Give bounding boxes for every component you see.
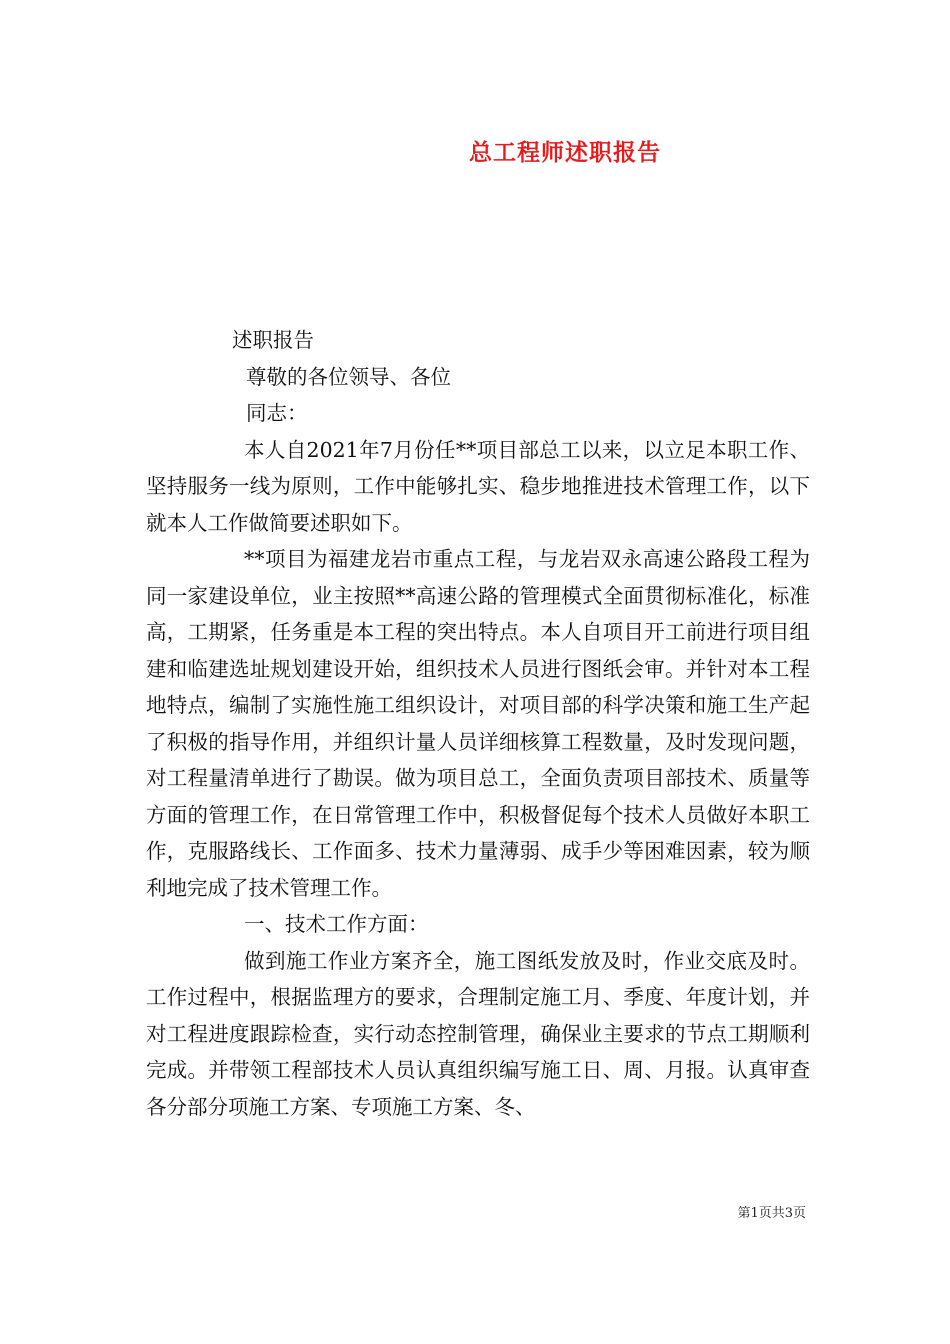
paragraph-technical-work: 做到施工作业方案齐全，施工图纸发放及时，作业交底及时。工作过程中，根据监理方的要求，合理制定施工月、季度、年度计划，并对工程进度跟踪检查，实行动态控制管理，确保业主要求的节点工期顺利完成。并带领工程部技术人员认真组织编写施工日、周、月报。认真审查各分部分项施工方案、专项施工方案、冬、 <box>146 948 810 1119</box>
salutation-line-1: 尊敬的各位领导、各位 <box>246 364 451 389</box>
page-indicator: 第1页共3页 <box>737 1206 806 1221</box>
section-heading-technical: 一、技术工作方面： <box>244 912 429 936</box>
paragraph-intro: 本人自2021年7月份任**项目部总工以来，以立足本职工作、坚持服务一线为原则，工作中能够扎实、稳步地推进技术管理工作，以下就本人工作做简要述职如下。 <box>146 437 810 535</box>
document-body <box>146 322 810 1125</box>
salutation-line-2: 同志： <box>246 401 308 425</box>
document-title: 总工程师述职报告 <box>469 140 661 166</box>
paragraph-project-overview: **项目为福建龙岩市重点工程，与龙岩双永高速公路段工程为同一家建设单位，业主按照**高速公路的管理模式全面贯彻标准化，标准高，工期紧，任务重是本工程的突出特点。本人自项目开工前进行项目组建和临建选址规划建设开始，组织技术人员进行图纸会审。并针对本工程地特点，编制了实施性施工组织设计，对项目部的科学决策和施工生产起了积极的指导作用，并组织计量人员详细核算工程数量，及时发现问题，对工程量清单进行了勘误。做为项目总工，全面负责项目部技术、质量等方面的管理工作，在日常管理工作中，积极督促每个技术人员做好本职工作，克服路线长、工作面多、技术力量薄弱、成手少等困难因素，较为顺利地完成了技术管理工作。 <box>146 547 810 900</box>
report-subtitle: 述职报告 <box>232 328 314 352</box>
